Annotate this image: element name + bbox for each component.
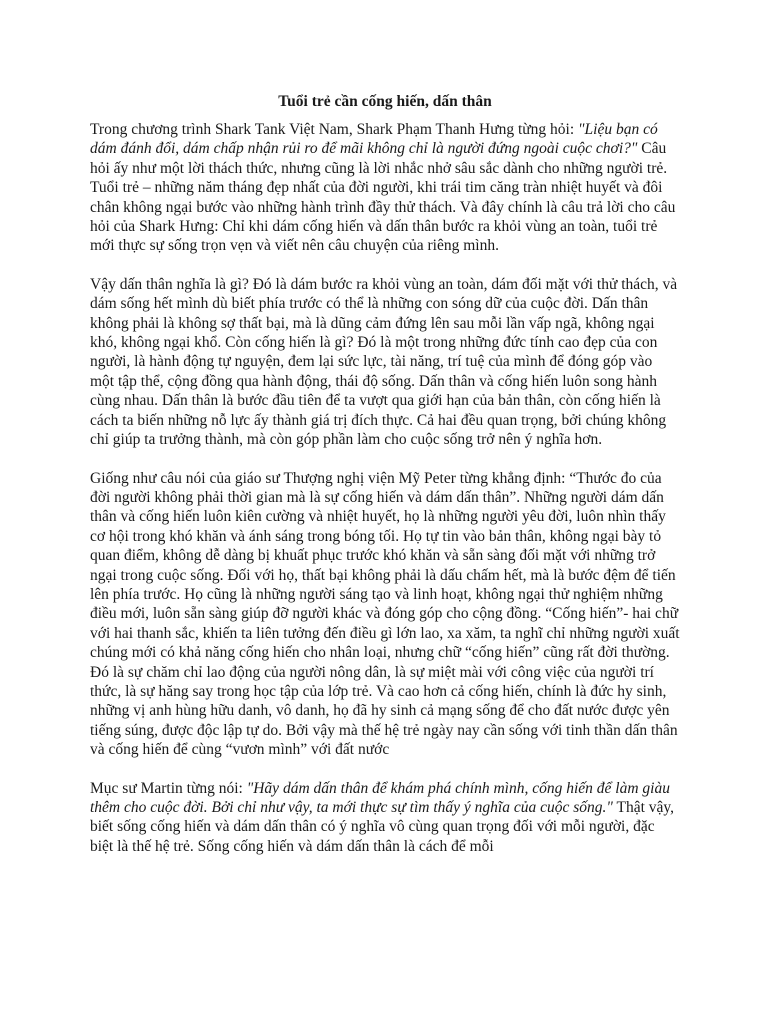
paragraph-text: Thật vậy, biết sống cống hiến và dám dấn thân có ý nghĩa vô cùng quan trọng đối với mỗi người, đặc biệt là thế hệ trẻ. Sống cống hiến và dám dấn thân là cách để mỗi <box>90 799 675 855</box>
paragraph-4 <box>90 779 680 857</box>
paragraph-text: Vậy dấn thân nghĩa là gì? Đó là dám bước ra khỏi vùng an toàn, dám đối mặt với thử thách, và dám sống hết mình dù biết phía trước có thể là những con sóng dữ của cuộc đời. Dấn thân không phải là không sợ thất bại, mà là dũng cảm đứng lên sau mỗi lần vấp ngã, không ngại khó, không ngại khổ. Còn cống hiến là gì? Đó là một trong những đức tính cao đẹp của con người, là hành động tự nguyện, đem lại sức lực, tài năng, trí tuệ của mình để đóng góp vào một tập thể, cộng đồng qua hành động, thái độ sống. Dấn thân và cống hiến luôn song hành cùng nhau. Dấn thân là bước đầu tiên để ta vượt qua giới hạn của bản thân, còn cống hiến là cách ta biến những nỗ lực ấy thành giá trị đích thực. Cả hai đều quan trọng, bởi chúng không chỉ giúp ta trưởng thành, mà còn góp phần làm cho cuộc sống trở nên ý nghĩa hơn. <box>90 275 678 449</box>
paragraph-text: Giống như câu nói của giáo sư Thượng nghị viện Mỹ Peter từng khẳng định: “Thước đo của đời người không phải thời gian mà là sự cống hiến và dám dấn thân”. Những người dám dấn thân và cống hiến luôn kiên cường và nhiệt huyết, họ là những người yêu đời, luôn nhìn thấy cơ hội trong khó khăn và ánh sáng trong bóng tối. Họ tự tin vào bản thân, không ngại bày tỏ quan điểm, không dễ dàng bị khuất phục trước khó khăn và sẵn sàng đối mặt với những trở ngại trong cuộc sống. Đối với họ, thất bại không phải là dấu chấm hết, mà là bước đệm để tiến lên phía trước. Họ cũng là những người sáng tạo và linh hoạt, không ngại thử nghiệm những điều mới, luôn sẵn sàng giúp đỡ người khác và đóng góp cho cộng đồng. “Cống hiến”- hai chữ với hai thanh sắc, khiến ta liên tưởng đến điều gì lớn lao, xa xăm, ta nghĩ chỉ những người xuất chúng mới có khả năng cống hiến cho nhân loại, nhưng chữ “cống hiến” cũng rất đời thường. Đó là sự chăm chỉ lao động của người nông dân, là sự miệt mài với công việc của người trí thức, là sự hăng say trong học tập của lớp trẻ. Và cao hơn cả cống hiến, chính là đức hy sinh, những vị anh hùng hữu danh, vô danh, họ đã hy sinh cả mạng sống để cho đất nước được yên tiếng súng, được độc lập tự do. Bởi vậy mà thế hệ trẻ ngày nay cần sống với tinh thần dấn thân và cống hiến để cùng “vươn mình” với đất nước <box>90 469 680 759</box>
paragraph-3 <box>90 469 680 760</box>
paragraph-1 <box>90 120 680 256</box>
quote-text: "Liệu bạn có dám đánh đổi, dám chấp nhận rủi ro để mãi không chỉ là người đứng ngoài cuộc chơi?" <box>90 121 658 158</box>
paragraph-2 <box>90 275 680 450</box>
paragraph-text: Câu hỏi ấy như một lời thách thức, nhưng cũng là lời nhắc nhở sâu sắc dành cho những người trẻ. Tuổi trẻ – những năm tháng đẹp nhất của đời người, khi trái tim căng tràn nhiệt huyết và đôi chân không ngại bước vào những hành trình đầy thử thách. Và đây chính là câu trả lời cho câu hỏi của Shark Hưng: Chỉ khi dám cống hiến và dấn thân bước ra khỏi vùng an toàn, tuổi trẻ mới thực sự sống trọn vẹn và viết nên câu chuyện của riêng mình. <box>90 140 676 255</box>
paragraph-text: Trong chương trình Shark Tank Việt Nam, Shark Phạm Thanh Hưng từng hỏi: <box>90 121 579 138</box>
quote-text: "Hãy dám dấn thân để khám phá chính mình, cống hiến để làm giàu thêm cho cuộc đời. Bởi chỉ như vậy, ta mới thực sự tìm thấy ý nghĩa của cuộc sống." <box>90 779 670 816</box>
paragraph-text: Mục sư Martin từng nói: <box>90 779 247 797</box>
document-title: Tuổi trẻ cần cống hiến, dấn thân <box>278 93 492 110</box>
